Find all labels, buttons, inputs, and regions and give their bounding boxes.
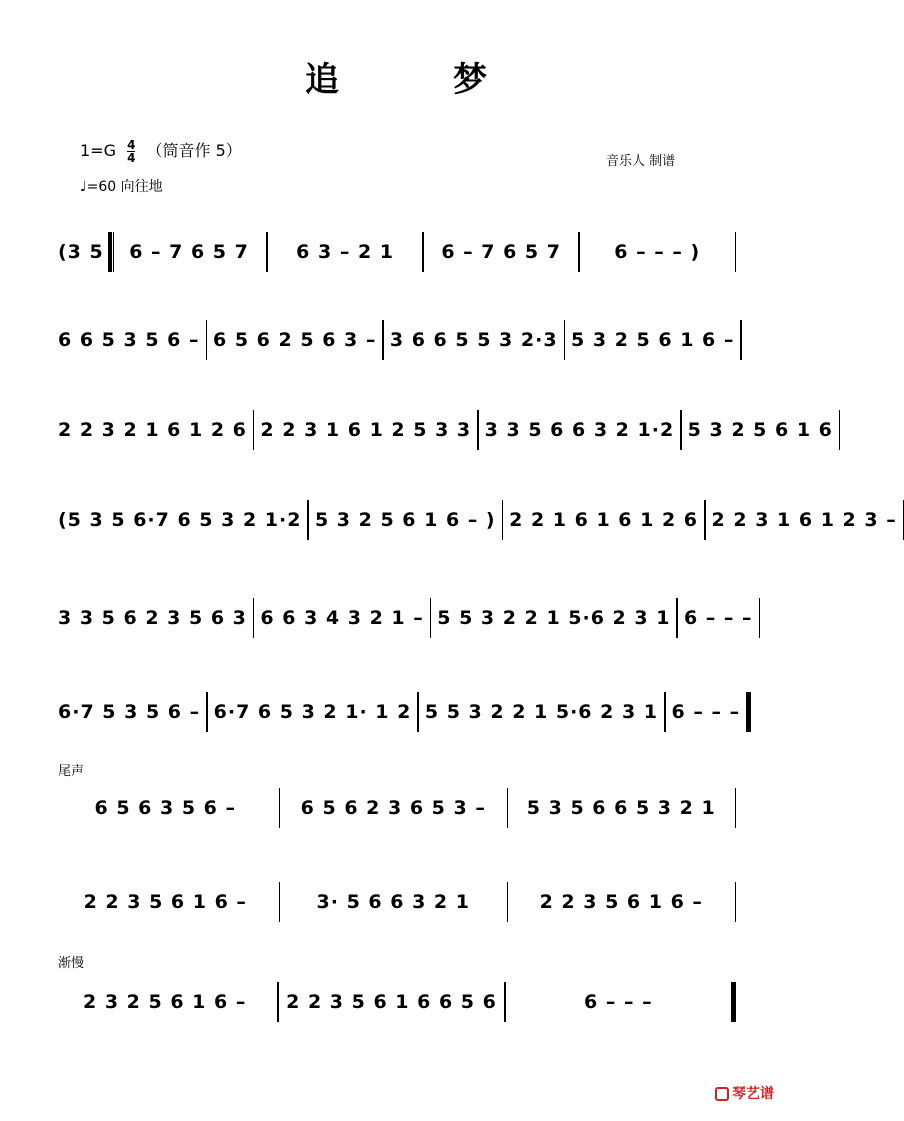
fingering-note: （筒音作 5） bbox=[146, 141, 242, 160]
measure: 2 3 2 5 6 1 6 – bbox=[82, 991, 247, 1013]
page-title: 追 梦 bbox=[305, 60, 527, 100]
barline bbox=[504, 982, 506, 1022]
system-1 bbox=[58, 232, 742, 272]
barline bbox=[680, 410, 682, 450]
barline bbox=[253, 598, 255, 638]
measure: 6 – – – bbox=[584, 991, 653, 1013]
measure: 6 5 6 2 5 6 3 – bbox=[213, 329, 377, 351]
system-7 bbox=[58, 788, 742, 828]
measure: 6 – – – bbox=[683, 607, 753, 629]
watermark-text: 琴艺谱 bbox=[732, 1086, 774, 1102]
system-3 bbox=[58, 410, 833, 450]
barline bbox=[839, 410, 841, 450]
barline bbox=[578, 232, 580, 272]
barline bbox=[422, 232, 424, 272]
barline bbox=[507, 882, 509, 922]
measure: 6 3 – 2 1 bbox=[296, 241, 395, 263]
barline bbox=[430, 598, 432, 638]
measure: 6 – 7 6 5 7 bbox=[441, 241, 561, 263]
barline bbox=[206, 692, 208, 732]
measure: 5 3 2 5 6 1 6 – bbox=[571, 329, 735, 351]
tempo-marking: ♩=60 向往地 bbox=[80, 179, 163, 195]
barline bbox=[664, 692, 666, 732]
system-4 bbox=[58, 500, 897, 540]
barline bbox=[279, 882, 281, 922]
barline bbox=[382, 320, 384, 360]
measure: 3 6 6 5 5 3 2·3 bbox=[389, 329, 558, 351]
barline bbox=[735, 788, 737, 828]
key-signature bbox=[80, 138, 242, 164]
barline bbox=[502, 500, 504, 540]
barline bbox=[735, 232, 737, 272]
barline bbox=[676, 598, 678, 638]
barline bbox=[307, 500, 309, 540]
system-2 bbox=[58, 320, 742, 360]
measure: 6 – – – bbox=[671, 701, 741, 723]
barline bbox=[417, 692, 419, 732]
measure: 5 3 2 5 6 1 6 bbox=[687, 419, 833, 441]
measure: (3 5 bbox=[58, 241, 104, 263]
measure: 3 3 5 6 6 3 2 1·2 bbox=[484, 419, 675, 441]
final-barline bbox=[731, 982, 736, 1022]
measure: 2 2 3 5 6 1 6 – bbox=[83, 891, 247, 913]
barline bbox=[564, 320, 566, 360]
barline bbox=[477, 410, 479, 450]
key-label: 1=G bbox=[80, 141, 116, 160]
measure: 5 3 5 6 6 5 3 2 1 bbox=[526, 797, 716, 819]
system-9 bbox=[58, 982, 742, 1022]
measure: 2 2 1 6 1 6 1 2 6 bbox=[509, 509, 699, 531]
measure: 6·7 6 5 3 2 1· 1 2 bbox=[213, 701, 412, 723]
barline bbox=[735, 882, 737, 922]
measure: 6 6 3 4 3 2 1 – bbox=[260, 607, 424, 629]
system-8 bbox=[58, 882, 742, 922]
barline bbox=[759, 598, 761, 638]
measure: 5 3 2 5 6 1 6 – ) bbox=[314, 509, 496, 531]
time-signature-denominator: 4 bbox=[127, 151, 136, 165]
measure: 2 2 3 1 6 1 2 5 3 3 bbox=[260, 419, 472, 441]
coda-label: 尾声 bbox=[58, 764, 85, 779]
measure: 6 – – – ) bbox=[614, 241, 701, 263]
barline bbox=[704, 500, 706, 540]
measure: 3 3 5 6 2 3 5 6 3 bbox=[58, 607, 247, 629]
measure: 3· 5 6 6 3 2 1 bbox=[316, 891, 470, 913]
time-signature bbox=[127, 139, 135, 164]
system-5 bbox=[58, 598, 753, 638]
barline bbox=[253, 410, 255, 450]
measure: 2 2 3 5 6 1 6 6 5 6 bbox=[286, 991, 497, 1013]
measure: 2 2 3 5 6 1 6 – bbox=[539, 891, 703, 913]
arranger-credit: 音乐人 制谱 bbox=[606, 154, 676, 169]
measure: 6 5 6 2 3 6 5 3 – bbox=[300, 797, 486, 819]
logo-icon bbox=[715, 1087, 729, 1101]
system-6 bbox=[58, 692, 742, 732]
measure: 6·7 5 3 5 6 – bbox=[58, 701, 201, 723]
watermark-logo bbox=[715, 1083, 774, 1103]
time-signature-numerator: 4 bbox=[127, 138, 136, 152]
measure: 6 6 5 3 5 6 – bbox=[58, 329, 200, 351]
measure: 6 – 7 6 5 7 bbox=[129, 241, 249, 263]
measure: (5 3 5 6·7 6 5 3 2 1·2 bbox=[58, 509, 302, 531]
barline bbox=[740, 320, 742, 360]
measure: 5 5 3 2 2 1 5·6 2 3 1 bbox=[424, 701, 659, 723]
measure: 2 2 3 2 1 6 1 2 6 bbox=[58, 419, 247, 441]
measure: 2 2 3 1 6 1 2 3 – bbox=[711, 509, 897, 531]
barline bbox=[279, 788, 281, 828]
barline bbox=[266, 232, 268, 272]
repeat-end-barline bbox=[746, 692, 751, 732]
repeat-start-barline bbox=[108, 232, 114, 272]
barline bbox=[277, 982, 279, 1022]
barline bbox=[206, 320, 208, 360]
measure: 6 5 6 3 5 6 – bbox=[94, 797, 236, 819]
ritardando-label: 渐慢 bbox=[58, 956, 85, 971]
measure: 5 5 3 2 2 1 5·6 2 3 1 bbox=[437, 607, 671, 629]
barline bbox=[507, 788, 509, 828]
